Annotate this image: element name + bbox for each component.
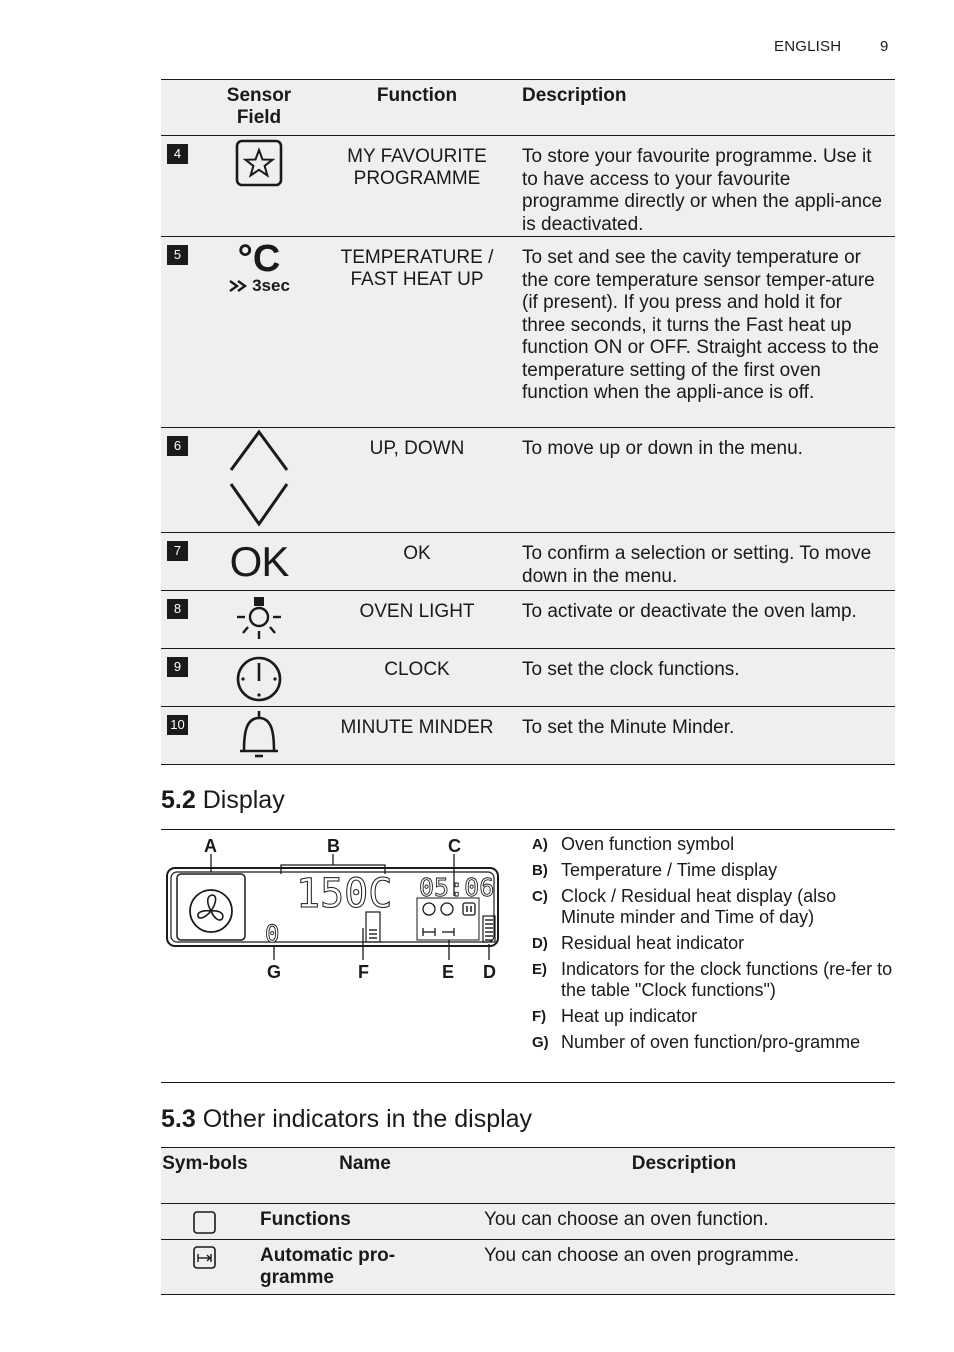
sensor-table bbox=[161, 79, 895, 765]
col-description: Description bbox=[631, 1153, 737, 1174]
legend-key: F) bbox=[532, 1008, 547, 1025]
timer-function-icon bbox=[441, 903, 453, 915]
callout-d: D bbox=[483, 962, 496, 982]
indicator-name: Functions bbox=[260, 1209, 351, 1230]
description-text: To set the clock functions. bbox=[522, 659, 740, 680]
indicator-description: You can choose an oven programme. bbox=[484, 1245, 800, 1266]
table-row bbox=[161, 427, 895, 532]
row-number: 5 bbox=[167, 245, 188, 265]
col-function: Function bbox=[376, 85, 458, 106]
function-number-readout: 0 bbox=[265, 920, 280, 948]
description-text: To move up or down in the menu. bbox=[522, 438, 803, 459]
description-text: To set the Minute Minder. bbox=[522, 717, 735, 738]
list-item bbox=[532, 959, 894, 1001]
description-text: To store your favourite programme. Use it to have access to your favourite programme directly or when the appli-ance is deactivated. bbox=[522, 146, 883, 235]
table-row bbox=[161, 1203, 895, 1239]
function-label: MINUTE MINDER bbox=[340, 717, 494, 738]
col-symbols: Sym-bols bbox=[162, 1153, 248, 1174]
section-heading-display bbox=[161, 786, 285, 815]
table-row bbox=[161, 648, 895, 706]
function-label: OVEN LIGHT bbox=[359, 601, 475, 622]
table-row bbox=[161, 1239, 895, 1295]
temperature-icon-text: °C bbox=[237, 238, 281, 280]
table-row bbox=[161, 236, 895, 427]
section-title: Display bbox=[202, 786, 285, 814]
ok-icon-text: OK bbox=[229, 538, 289, 585]
legend-text: Number of oven function/pro-gramme bbox=[561, 1032, 861, 1052]
list-item bbox=[532, 933, 894, 954]
row-number: 9 bbox=[167, 657, 188, 677]
up-down-icon bbox=[213, 428, 305, 533]
function-label: UP, DOWN bbox=[369, 438, 465, 459]
section-number: 5.3 bbox=[161, 1105, 196, 1133]
section-heading-other-indicators bbox=[161, 1105, 532, 1134]
col-name: Name bbox=[339, 1153, 391, 1174]
page-header bbox=[774, 38, 889, 55]
list-item bbox=[532, 1032, 894, 1053]
description-text: To set and see the cavity temperature or the core temperature sensor temper-ature (if present). If you press and hold it for three seconds, it turns the Fast heat up function ON or OFF. Straight access to the temperature setting of the first oven function when the appli-ance is off. bbox=[522, 247, 879, 403]
col-description: Description bbox=[522, 85, 627, 106]
lamp-icon bbox=[213, 591, 305, 652]
three-sec-label: 3sec bbox=[252, 276, 290, 295]
legend-text: Oven function symbol bbox=[561, 834, 735, 854]
list-item bbox=[532, 834, 894, 855]
legend-text: Clock / Residual heat display (also Minute minder and Time of day) bbox=[561, 886, 837, 927]
table-row bbox=[161, 532, 895, 590]
legend-text: Heat up indicator bbox=[561, 1006, 698, 1026]
page-number: 9 bbox=[880, 38, 889, 55]
row-number: 6 bbox=[167, 436, 188, 456]
temperature-readout: 150C bbox=[296, 871, 393, 917]
section-title: Other indicators in the display bbox=[202, 1105, 533, 1133]
list-item bbox=[532, 886, 894, 928]
legend-key: G) bbox=[532, 1034, 549, 1051]
ok-icon bbox=[213, 538, 305, 586]
legend-text: Residual heat indicator bbox=[561, 933, 745, 953]
legend-key: E) bbox=[532, 961, 547, 978]
function-label: OK bbox=[403, 543, 431, 564]
time-readout: 05:06 bbox=[419, 873, 495, 902]
function-label: TEMPERATURE / FAST HEAT UP bbox=[340, 247, 494, 290]
display-diagram bbox=[161, 832, 521, 992]
table-row bbox=[161, 590, 895, 648]
table-row bbox=[161, 706, 895, 765]
col-sensor-field: Sensor Field bbox=[226, 85, 292, 128]
divider bbox=[161, 829, 895, 830]
indicators-table-header bbox=[161, 1147, 895, 1203]
legend-text: Temperature / Time display bbox=[561, 860, 778, 880]
language-label: ENGLISH bbox=[774, 38, 842, 55]
temperature-icon bbox=[213, 239, 305, 296]
table-row bbox=[161, 135, 895, 236]
legend-text: Indicators for the clock functions (re-fer to the table "Clock functions") bbox=[561, 959, 893, 1000]
clock-function-icon bbox=[423, 903, 435, 915]
auto-programme-icon bbox=[161, 1245, 249, 1276]
description-text: To activate or deactivate the oven lamp. bbox=[522, 601, 857, 622]
fast-forward-icon bbox=[228, 279, 252, 293]
function-label: CLOCK bbox=[384, 659, 450, 680]
bell-icon bbox=[213, 707, 305, 768]
callout-b: B bbox=[327, 836, 340, 856]
legend-key: C) bbox=[532, 888, 548, 905]
list-item bbox=[532, 1006, 894, 1027]
square-icon bbox=[161, 1210, 249, 1241]
callout-f: F bbox=[358, 962, 369, 982]
indicator-description: You can choose an oven function. bbox=[484, 1209, 769, 1230]
clock-icon bbox=[213, 649, 305, 710]
callout-e: E bbox=[442, 962, 455, 982]
callout-a: A bbox=[204, 836, 217, 856]
legend-key: A) bbox=[532, 836, 548, 853]
legend-key: B) bbox=[532, 862, 548, 879]
sensor-table-header bbox=[161, 79, 895, 135]
row-number: 7 bbox=[167, 541, 188, 561]
legend-key: D) bbox=[532, 935, 548, 952]
display-legend bbox=[532, 834, 894, 1058]
duration-icons bbox=[423, 928, 454, 936]
row-number: 4 bbox=[167, 144, 188, 164]
callout-c: C bbox=[448, 836, 461, 856]
pause-icon bbox=[463, 903, 475, 915]
star-box-icon bbox=[213, 136, 305, 201]
row-number: 10 bbox=[167, 715, 188, 735]
indicators-table bbox=[161, 1147, 895, 1295]
function-label: MY FAVOURITE PROGRAMME bbox=[347, 146, 487, 189]
section-number: 5.2 bbox=[161, 786, 196, 814]
description-text: To confirm a selection or setting. To move down in the menu. bbox=[522, 543, 872, 587]
indicator-name: Automatic pro-gramme bbox=[260, 1245, 396, 1288]
list-item bbox=[532, 860, 894, 881]
divider bbox=[161, 1082, 895, 1083]
callout-g: G bbox=[267, 962, 282, 982]
row-number: 8 bbox=[167, 599, 188, 619]
